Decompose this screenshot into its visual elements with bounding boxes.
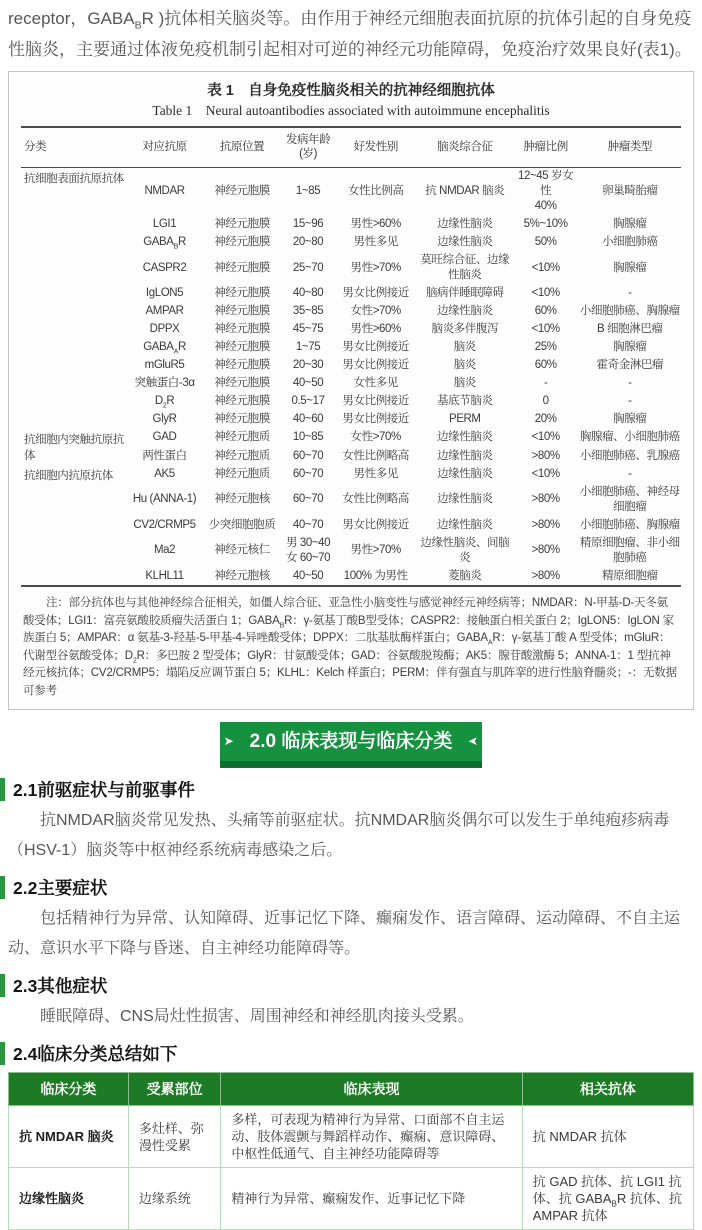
- header-row: [21, 127, 681, 167]
- antigen-cell: mGluR5: [144, 359, 185, 372]
- clinical-class-cell: 抗 NMDAR 脑炎: [9, 1106, 129, 1168]
- tumor-type-cell: -: [628, 467, 632, 480]
- involved-region-cell: 边缘系统: [128, 1168, 220, 1230]
- sex-predominance-cell: 女性>70%: [350, 305, 401, 318]
- banner-arrow-left-icon: ➤: [223, 734, 234, 749]
- tumor-type-cell: -: [628, 395, 632, 408]
- group-label-cell: 抗细胞表面抗原抗体: [24, 172, 124, 185]
- syndrome-cell: 边缘性脑炎: [437, 467, 493, 480]
- tumor-type-cell: 胸腺瘤: [613, 261, 647, 274]
- antigen-cell: CV2/CRMP5: [133, 518, 196, 531]
- onset-age-cell: 20~80: [292, 236, 324, 249]
- tumor-type-cell: 霍奇金淋巴瘤: [596, 359, 664, 372]
- tumor-ratio-cell: >80%: [531, 449, 560, 462]
- tumor-type-cell: 胸腺瘤: [613, 218, 647, 231]
- table-row: [9, 1168, 694, 1230]
- syndrome-cell: 脑病伴睡眠障碍: [425, 287, 504, 300]
- tumor-ratio-cell: 5%~10%: [523, 218, 568, 231]
- tumor-type-cell: 小细胞肺癌、乳腺癌: [579, 449, 680, 462]
- section-heading: [0, 973, 702, 998]
- onset-age-cell: 25~70: [292, 261, 324, 274]
- syndrome-cell: 脑炎多伴腹泻: [431, 323, 499, 336]
- section-2-4: [0, 1041, 702, 1066]
- tumor-ratio-cell: >80%: [531, 544, 560, 557]
- banner-title: 2.0 临床表现与临床分类: [249, 731, 453, 753]
- section-heading-text: 2.1前驱症状与前驱事件: [13, 780, 195, 801]
- syndrome-cell: 边缘性脑炎: [437, 493, 493, 506]
- section-heading: [0, 875, 702, 900]
- antigen-cell: NMDAR: [144, 185, 185, 198]
- sex-predominance-cell: 男性>60%: [350, 323, 401, 336]
- sex-predominance-cell: 男女比例接近: [342, 359, 410, 372]
- column-header: 对应抗原: [142, 141, 187, 154]
- clinical-class-cell: 边缘性脑炎: [9, 1168, 129, 1230]
- antibody-table-body: [21, 167, 681, 586]
- syndrome-cell: 莫旺综合征、边缘性脑炎: [420, 254, 510, 282]
- antibody-cell: 抗 GAD 抗体、抗 LGI1 抗体、抗 $GABA_BR$ 抗体、抗 AMPAR 抗体: [522, 1168, 693, 1230]
- tumor-ratio-cell: -: [543, 377, 548, 390]
- antigen-cell: $D_2R$: [154, 395, 175, 410]
- sex-predominance-cell: 女性比例高: [347, 185, 404, 198]
- tumor-type-cell: 小细胞肺癌、神经母细胞瘤: [579, 485, 680, 513]
- antigen-location-cell: 神经元胞膜: [214, 261, 270, 274]
- tumor-ratio-cell: <10%: [531, 261, 560, 274]
- syndrome-cell: 脑炎: [453, 341, 476, 354]
- antigen-cell: 突触蛋白-3α: [134, 377, 195, 390]
- antibody-table-head: [21, 127, 681, 167]
- onset-age-cell: 男 30~40 女 60~70: [285, 536, 331, 564]
- tumor-ratio-cell: <10%: [531, 431, 560, 444]
- onset-age-cell: 10~85: [292, 431, 324, 444]
- tumor-type-cell: B 细胞淋巴瘤: [597, 323, 663, 336]
- table1-note: 注：部分抗体也与其他神经综合征相关，如僵人综合征、亚急性小脑变性与感觉神经元神经病等；NMDAR：N-甲基-D-天冬氨酸受体；LGI1：富亮氨酸胶质瘤失活蛋白 1；$GABA_BR$：γ-氨基丁酸B型受体；CASPR2：接触蛋白相关蛋白 2；IgLON5：IgLON 家族蛋白 5；AMPAR：α 氨基-3-羟基-5-甲基-4-异唑酸受体；DPPX：二肽基肽酶样蛋白；$GABA_AR$：γ-氨基丁酸 A 型受体；mGluR：代谢型谷氨酸受体；$D_2R$：多巴胺 2 型受体；GlyR：甘氨酸受体；GAD：谷氨酸脱羧酶；AK5：腺苷酸激酶 5；ANNA-1：1 型抗神经元核抗体；CV2/CRMP5：塌陷反应调节蛋白 5；KLHL：Kelch 样蛋白；PERM：伴有强直与肌阵挛的进行性脑脊髓炎；-：无数据可参考: [23, 597, 677, 697]
- sex-predominance-cell: 男性>70%: [350, 261, 401, 274]
- antigen-location-cell: 神经元胞质: [214, 467, 270, 480]
- onset-age-cell: 40~80: [292, 287, 324, 300]
- onset-age-cell: 1~75: [295, 341, 321, 354]
- table-row: [21, 429, 681, 447]
- antigen-location-cell: 少突细胞胞质: [208, 518, 276, 531]
- syndrome-cell: 边缘性脑炎: [437, 449, 493, 462]
- tumor-type-cell: 小细胞肺癌: [602, 236, 658, 249]
- syndrome-cell: 边缘性脑炎、间脑炎: [420, 536, 510, 564]
- tumor-type-cell: 胸腺瘤: [613, 413, 647, 426]
- syndrome-cell: 抗 NMDAR 脑炎: [425, 185, 505, 198]
- column-header: 相关抗体: [522, 1073, 693, 1106]
- antigen-location-cell: 神经元胞膜: [214, 323, 270, 336]
- section-heading-bar-icon: [0, 876, 5, 899]
- section-heading: [0, 777, 702, 802]
- section-heading-text: 2.4临床分类总结如下: [13, 1044, 178, 1065]
- antigen-location-cell: 神经元胞膜: [214, 395, 270, 408]
- involved-region-cell: 多灶样、弥漫性受累: [128, 1106, 220, 1168]
- onset-age-cell: 40~60: [292, 413, 324, 426]
- onset-age-cell: 60~70: [292, 467, 324, 480]
- sex-predominance-cell: 男性>60%: [350, 218, 401, 231]
- tumor-ratio-cell: <10%: [531, 287, 560, 300]
- tumor-type-cell: -: [628, 287, 632, 300]
- onset-age-cell: 20~30: [292, 359, 324, 372]
- section-2-3: [0, 973, 702, 1032]
- group-label-cell: 抗细胞内抗原抗体: [24, 470, 113, 483]
- tumor-ratio-cell: 50%: [534, 236, 557, 249]
- syndrome-cell: 边缘性脑炎: [437, 305, 493, 318]
- tumor-type-cell: 精原细胞瘤、非小细胞肺癌: [579, 536, 680, 564]
- section-heading-bar-icon: [0, 974, 5, 997]
- antigen-location-cell: 神经元核仁: [214, 544, 270, 557]
- sex-predominance-cell: 女性比例略高: [342, 449, 410, 462]
- column-header: 临床分类: [9, 1073, 129, 1106]
- table1-title-zh: 表 1 自身免疫性脑炎相关的抗神经细胞抗体: [207, 83, 495, 99]
- tumor-ratio-cell: 25%: [534, 341, 557, 354]
- antigen-location-cell: 神经元胞膜: [214, 218, 270, 231]
- antigen-cell: GAD: [152, 431, 177, 444]
- antigen-location-cell: 神经元胞膜: [214, 377, 270, 390]
- sex-predominance-cell: 男女比例接近: [342, 287, 410, 300]
- table-row: [9, 1106, 694, 1168]
- sex-predominance-cell: 男性多见: [353, 236, 398, 249]
- antigen-location-cell: 神经元胞膜: [214, 413, 270, 426]
- section-heading-text: 2.3其他症状: [13, 976, 108, 997]
- tumor-type-cell: -: [628, 377, 632, 390]
- manifestation-cell: 多样，可表现为精神行为异常、口面部不自主运动、肢体震颤与舞蹈样动作、癫痫、意识障碍、中枢性低通气、自主神经功能障碍等: [221, 1106, 522, 1168]
- onset-age-cell: 40~50: [292, 377, 324, 390]
- classification-table-body: [9, 1106, 694, 1230]
- antigen-cell: Hu (ANNA-1): [132, 493, 197, 506]
- section-body: 包括精神行为异常、认知障碍、近事记忆下降、癫痫发作、语言障碍、运动障碍、不自主运动、意识水平下降与昏迷、自主神经功能障碍等。: [8, 910, 681, 958]
- section-banner: [220, 722, 483, 768]
- section-2-2: [0, 875, 702, 964]
- tumor-type-cell: 小细胞肺癌、胸腺瘤: [579, 305, 680, 318]
- antibody-table: [21, 126, 681, 587]
- column-header: 抗原位置: [219, 141, 265, 154]
- section-body: 睡眠障碍、CNS局灶性损害、周围神经和神经肌肉接头受累。: [40, 1008, 474, 1026]
- column-header: 受累部位: [128, 1073, 220, 1106]
- column-header: 脑炎综合征: [437, 141, 493, 154]
- tumor-ratio-cell: <10%: [531, 323, 560, 336]
- syndrome-cell: PERM: [448, 413, 481, 426]
- section-2-1: [0, 777, 702, 866]
- antigen-location-cell: 神经元胞膜: [214, 185, 270, 198]
- tumor-type-cell: 精原细胞瘤: [602, 569, 658, 582]
- banner-arrow-right-icon: ➤: [468, 734, 479, 749]
- antigen-location-cell: 神经元胞质: [214, 431, 270, 444]
- antigen-location-cell: 神经元胞质: [214, 449, 270, 462]
- sex-predominance-cell: 男性多见: [353, 467, 398, 480]
- onset-age-cell: 40~70: [292, 518, 324, 531]
- antigen-location-cell: 神经元胞膜: [214, 236, 270, 249]
- tumor-ratio-cell: 60%: [534, 359, 557, 372]
- sex-predominance-cell: 女性>70%: [350, 431, 401, 444]
- tumor-ratio-cell: 20%: [534, 413, 557, 426]
- antigen-cell: $GABA_BR$: [143, 236, 186, 251]
- tumor-type-cell: 胸腺瘤: [613, 341, 647, 354]
- antibody-cell: 抗 NMDAR 抗体: [522, 1106, 693, 1168]
- antigen-location-cell: 神经元胞核: [214, 493, 270, 506]
- antigen-cell: KLHL11: [145, 569, 184, 582]
- header-row: [9, 1073, 694, 1106]
- syndrome-cell: 菱脑炎: [448, 569, 482, 582]
- sex-predominance-cell: 男女比例接近: [342, 341, 410, 354]
- syndrome-cell: 边缘性脑炎: [437, 218, 493, 231]
- group-label-cell: 抗细胞内突触抗原抗体: [24, 433, 124, 462]
- sex-predominance-cell: 女性比例略高: [342, 493, 410, 506]
- column-header: 发病年龄 (岁): [285, 134, 331, 161]
- antigen-cell: CASPR2: [142, 261, 187, 274]
- antigen-cell: GlyR: [152, 413, 177, 426]
- syndrome-cell: 脑炎: [453, 359, 476, 372]
- syndrome-cell: 脑炎: [453, 377, 476, 390]
- syndrome-cell: 基底节脑炎: [437, 395, 493, 408]
- classification-table: [8, 1072, 694, 1230]
- sex-predominance-cell: 男女比例接近: [342, 413, 410, 426]
- syndrome-cell: 边缘性脑炎: [437, 518, 493, 531]
- antigen-location-cell: 神经元胞核: [214, 569, 270, 582]
- antigen-cell: LGI1: [152, 218, 177, 231]
- classification-table-head: [9, 1073, 694, 1106]
- onset-age-cell: 0.5~17: [291, 395, 325, 408]
- column-header: 肿瘤比例: [523, 141, 568, 154]
- tumor-ratio-cell: 12~45 岁女性 40%: [518, 170, 574, 213]
- syndrome-cell: 边缘性脑炎: [437, 236, 493, 249]
- antigen-location-cell: 神经元胞膜: [214, 305, 270, 318]
- intro-paragraph: receptor，$GABA_BR$ )抗体相关脑炎等。由作用于神经元细胞表面抗原的抗体引起的自身免疫性脑炎，主要通过体液免疫机制引起相对可逆的神经元功能障碍，免疫治疗效果良好(表1)。: [8, 9, 692, 59]
- onset-age-cell: 40~50: [292, 569, 324, 582]
- column-header: 肿瘤类型: [607, 141, 653, 154]
- banner-row: [0, 722, 702, 768]
- onset-age-cell: 60~70: [292, 493, 324, 506]
- onset-age-cell: 15~96: [292, 218, 324, 231]
- tumor-ratio-cell: >80%: [531, 493, 560, 506]
- tumor-ratio-cell: >80%: [531, 518, 560, 531]
- antigen-cell: IgLON5: [145, 287, 184, 300]
- tumor-ratio-cell: >80%: [531, 569, 560, 582]
- tumor-ratio-cell: 60%: [534, 305, 557, 318]
- sex-predominance-cell: 女性多见: [353, 377, 398, 390]
- sex-predominance-cell: 男女比例接近: [342, 518, 410, 531]
- column-header: 好发性别: [353, 141, 398, 154]
- sex-predominance-cell: 男性>70%: [350, 544, 401, 557]
- antigen-cell: DPPX: [149, 323, 180, 336]
- column-header: 分类: [24, 141, 47, 154]
- onset-age-cell: 60~70: [292, 449, 324, 462]
- antigen-location-cell: 神经元胞膜: [214, 341, 270, 354]
- tumor-type-cell: 小细胞肺癌、胸腺瘤: [579, 518, 680, 531]
- manifestation-cell: 精神行为异常、癫痫发作、近事记忆下降: [221, 1168, 522, 1230]
- syndrome-cell: 边缘性脑炎: [437, 431, 493, 444]
- section-heading-text: 2.2主要症状: [13, 878, 108, 899]
- tumor-type-cell: 卵巢畸胎瘤: [602, 185, 658, 198]
- section-heading-bar-icon: [0, 1042, 5, 1065]
- section-body: 抗NMDAR脑炎常见发热、头痛等前驱症状。抗NMDAR脑炎偶尔可以发生于单纯疱疹病毒（HSV-1）脑炎等中枢神经系统病毒感染之后。: [8, 812, 670, 860]
- onset-age-cell: 45~75: [292, 323, 324, 336]
- table-row: [21, 167, 681, 216]
- section-heading-bar-icon: [0, 778, 5, 801]
- section-heading: [0, 1041, 702, 1066]
- antigen-cell: AK5: [154, 467, 175, 480]
- tumor-ratio-cell: 0: [542, 395, 549, 408]
- table-row: [21, 465, 681, 483]
- sex-predominance-cell: 100% 为男性: [343, 569, 408, 582]
- onset-age-cell: 1~85: [295, 185, 321, 198]
- antigen-location-cell: 神经元胞膜: [214, 287, 270, 300]
- onset-age-cell: 35~85: [292, 305, 324, 318]
- table1-title-en: Table 1 Neural autoantibodies associated with autoimmune encephalitis: [152, 103, 550, 118]
- sex-predominance-cell: 男女比例接近: [342, 395, 410, 408]
- tumor-ratio-cell: <10%: [531, 467, 560, 480]
- antigen-cell: AMPAR: [145, 305, 184, 318]
- antigen-cell: 两性蛋白: [142, 449, 187, 462]
- tumor-type-cell: 胸腺瘤、小细胞肺癌: [579, 431, 680, 444]
- antigen-location-cell: 神经元胞膜: [214, 359, 270, 372]
- column-header: 临床表现: [221, 1073, 522, 1106]
- antigen-cell: $GABA_AR$: [143, 341, 186, 356]
- antigen-cell: Ma2: [153, 544, 176, 557]
- table1-container: [8, 71, 694, 710]
